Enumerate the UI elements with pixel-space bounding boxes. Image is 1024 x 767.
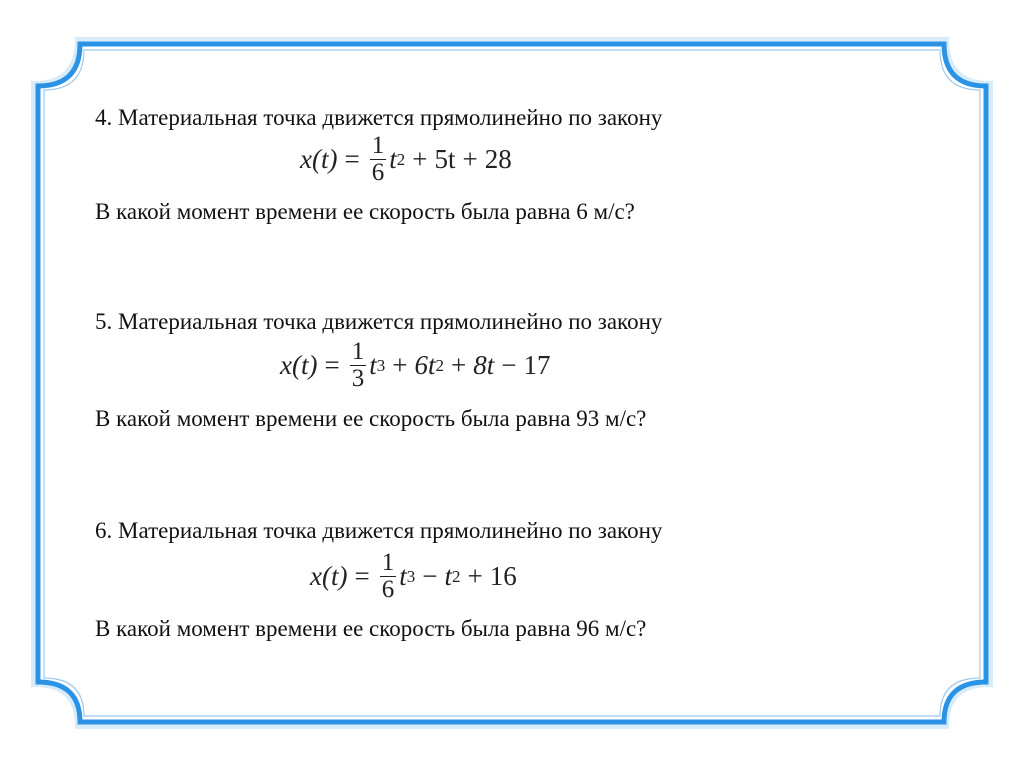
formula-term: t <box>399 561 407 592</box>
formula-term: 17 <box>523 350 551 381</box>
motion-law-formula: x(t) = $\frac{1}{6}$ t 2 + 5t + 28 <box>300 132 512 187</box>
formula-operator: + <box>462 144 478 175</box>
fraction-denominator: 6 <box>371 159 385 187</box>
formula-operator: − <box>422 561 438 592</box>
problem-question: В какой момент времени ее скорость была равна 6 м/с? <box>95 199 635 224</box>
problem-question: В какой момент времени ее скорость была равна 96 м/с? <box>95 616 647 641</box>
formula-term: 28 <box>484 144 512 175</box>
motion-law-formula: x(t) = $\frac{1}{3}$ t 3 + 6t 2 + 8t − 17 <box>280 338 551 393</box>
formula-term: 6t <box>414 350 436 381</box>
formula-lhs: x(t) <box>280 350 318 381</box>
formula-operator: + <box>450 350 467 381</box>
formula-lhs: x(t) <box>300 144 338 175</box>
problem-statement: 6. Материальная точка движется прямолинейно по закону <box>95 518 663 543</box>
formula-fraction <box>370 133 387 187</box>
formula-term: 8t <box>473 350 495 381</box>
formula-term: 16 <box>489 561 517 592</box>
formula-equals: = <box>344 144 360 175</box>
formula-term: t <box>389 144 397 175</box>
motion-law-formula: x(t) = $\frac{1}{6}$ t 3 − t 2 + 16 <box>310 549 517 604</box>
formula-term: t <box>369 350 377 381</box>
problem-statement: 4. Материальная точка движется прямолинейно по закону <box>95 105 663 130</box>
problem-statement: 5. Материальная точка движется прямолинейно по закону <box>95 309 663 334</box>
formula-lhs: x(t) <box>310 561 348 592</box>
formula-fraction <box>380 550 397 604</box>
formula-operator: + <box>412 144 428 175</box>
formula-term: t <box>444 561 452 592</box>
formula-operator: − <box>501 350 517 381</box>
formula-fraction <box>350 339 367 393</box>
fraction-denominator: 3 <box>351 365 365 393</box>
fraction-numerator: 1 <box>371 132 385 159</box>
fraction-numerator: 1 <box>351 338 365 365</box>
formula-term: 5t <box>434 144 456 175</box>
formula-equals: = <box>354 561 370 592</box>
fraction-numerator: 1 <box>381 549 395 576</box>
formula-equals: = <box>324 350 340 381</box>
fraction-denominator: 6 <box>381 576 395 604</box>
formula-operator: + <box>392 350 408 381</box>
problem-question: В какой момент времени ее скорость была равна 93 м/с? <box>95 406 647 431</box>
formula-operator: + <box>467 561 483 592</box>
